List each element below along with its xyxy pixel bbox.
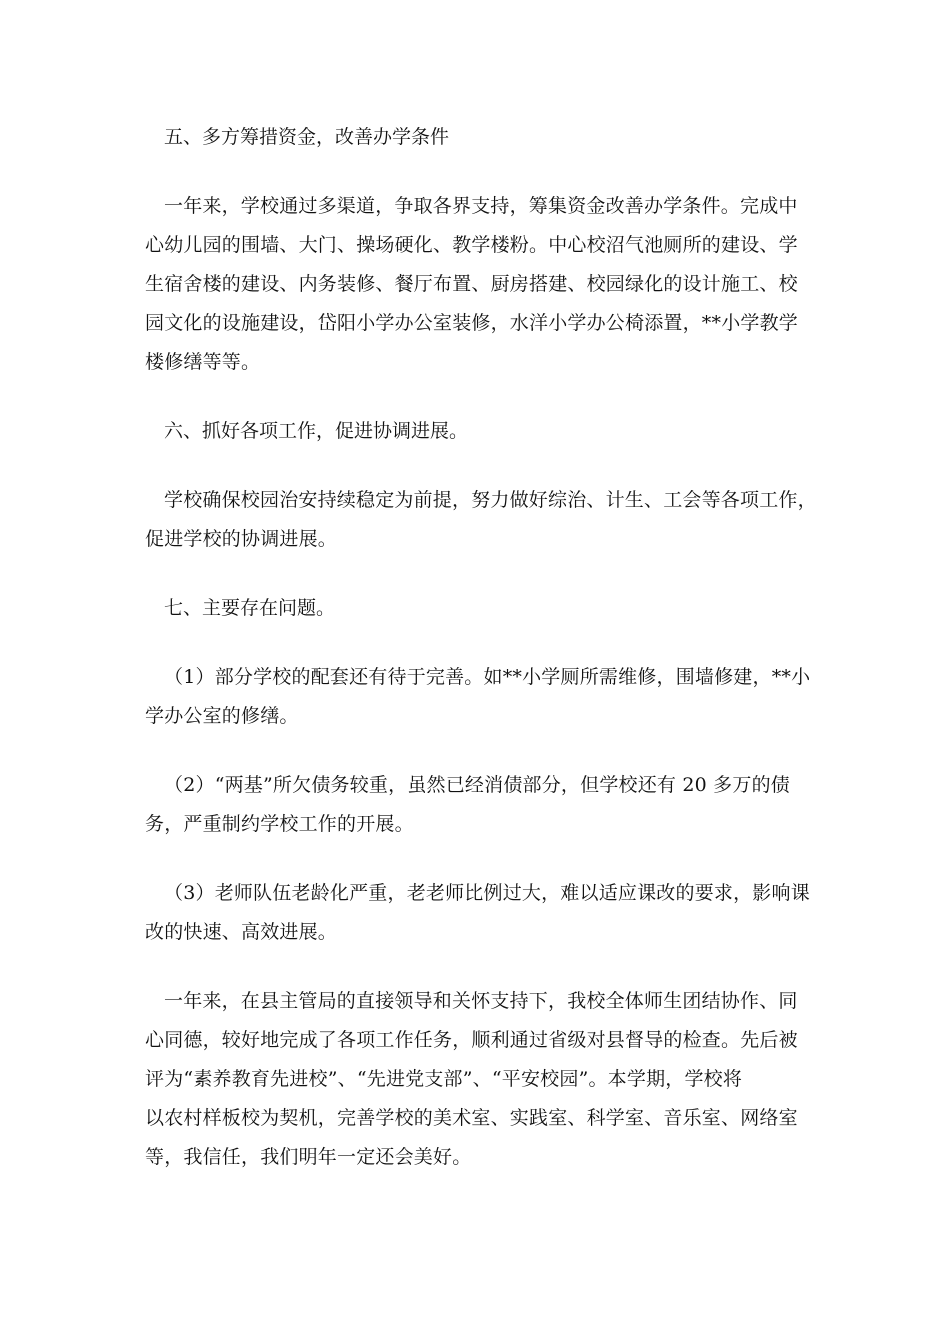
text-line: （2）“两基”所欠债务较重，虽然已经消债部分，但学校还有 20 多万的债: [164, 774, 790, 796]
problem-item-2: [145, 766, 810, 844]
text-line: 改的快速、高效进展。: [145, 921, 338, 943]
problem-item-1: [145, 658, 810, 736]
paragraph-funding: [145, 187, 810, 382]
section-heading-coordination: 六、抓好各项工作，促进协调进展。: [164, 420, 469, 442]
text-line: （1）部分学校的配套还有待于完善。如**小学厕所需维修，围墙修建，**小: [164, 666, 811, 688]
text-line: 一年来，学校通过多渠道，争取各界支持，筹集资金改善办学条件。完成中: [164, 195, 798, 217]
text-line: 以农村样板校为契机，完善学校的美术室、实践室、科学室、音乐室、网络室: [145, 1107, 798, 1129]
section-heading-problems: 七、主要存在问题。: [164, 597, 336, 619]
text-line: 等，我信任，我们明年一定还会美好。: [145, 1146, 472, 1168]
paragraph-conclusion: [145, 982, 810, 1177]
text-line: 务，严重制约学校工作的开展。: [145, 813, 414, 835]
text-line: 心同德，较好地完成了各项工作任务，顺利通过省级对县督导的检查。先后被: [145, 1029, 798, 1051]
text-line: 学办公室的修缮。: [145, 705, 299, 727]
text-line: 一年来，在县主管局的直接领导和关怀支持下，我校全体师生团结协作、同: [164, 990, 798, 1012]
text-line: 评为“素养教育先进校”、“先进党支部”、“平安校园”。本学期，学校将: [145, 1068, 743, 1090]
text-line: 促进学校的协调进展。: [145, 528, 338, 550]
text-line: 生宿舍楼的建设、内务装修、餐厅布置、厨房搭建、校园绿化的设计施工、校: [145, 273, 798, 295]
paragraph-coordination: [145, 481, 817, 559]
section-heading-funding: 五、多方筹措资金，改善办学条件: [164, 126, 450, 148]
problem-item-3: [145, 874, 810, 952]
text-line: （3）老师队伍老龄化严重，老老师比例过大，难以适应课改的要求，影响课: [164, 882, 810, 904]
text-line: 楼修缮等等。: [145, 351, 261, 373]
text-line: 学校确保校园治安持续稳定为前提，努力做好综治、计生、工会等各项工作，: [164, 489, 817, 511]
text-line: 心幼儿园的围墙、大门、操场硬化、教学楼粉。中心校沼气池厕所的建设、学: [145, 234, 798, 256]
document-body: [145, 118, 817, 1177]
text-line: 园文化的设施建设，岱阳小学办公室装修，水洋小学办公椅添置，**小学教学: [145, 312, 799, 334]
